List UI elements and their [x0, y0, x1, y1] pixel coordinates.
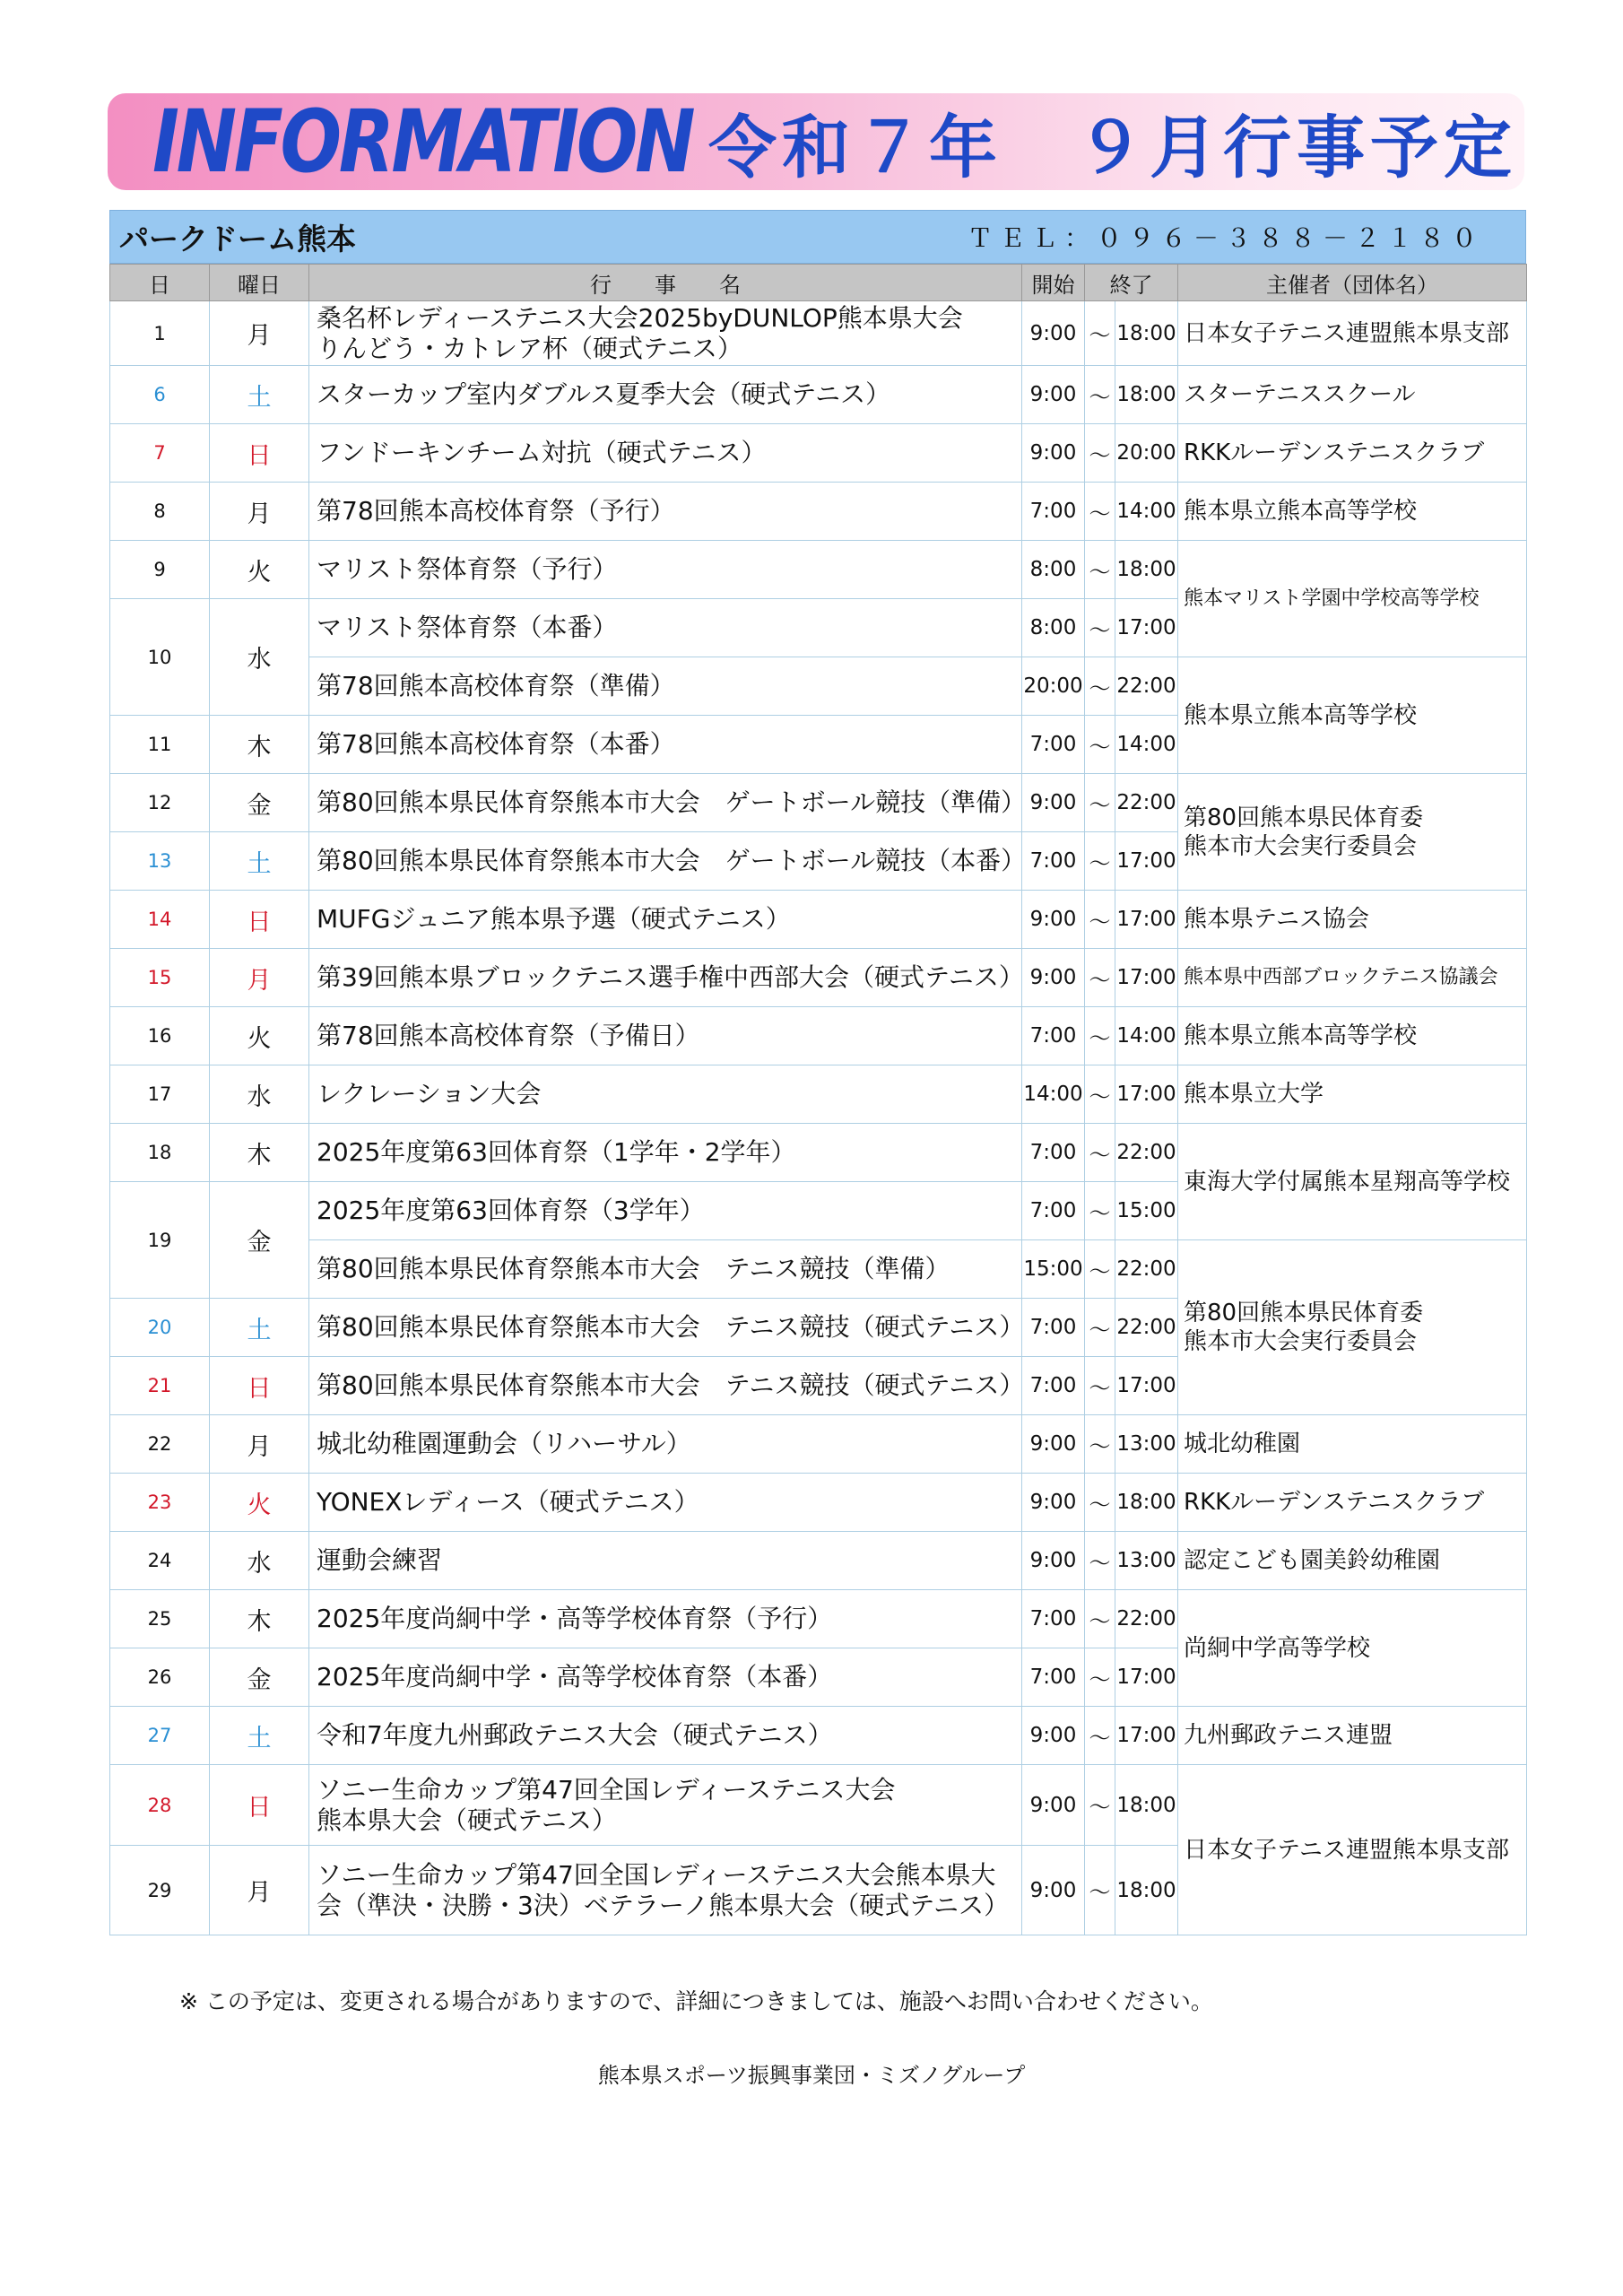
- tilde: ～: [1085, 1846, 1115, 1935]
- day-cell: 14: [110, 891, 210, 949]
- day-cell: 8: [110, 483, 210, 541]
- organizer-cell: 熊本県立熊本高等学校: [1178, 1007, 1527, 1065]
- day-cell: 17: [110, 1065, 210, 1124]
- day-cell: 9: [110, 541, 210, 599]
- table-row: [110, 1590, 1527, 1648]
- table-row: [110, 1765, 1527, 1846]
- weekday-cell: 月: [210, 1415, 309, 1474]
- day-cell: 11: [110, 716, 210, 774]
- day-cell: 15: [110, 949, 210, 1007]
- start-time: 9:00: [1022, 1765, 1085, 1846]
- tilde: ～: [1085, 1765, 1115, 1846]
- venue-header: [109, 210, 1526, 264]
- event-cell: マリスト祭体育祭（予行）: [309, 541, 1022, 599]
- event-cell: MUFGジュニア熊本県予選（硬式テニス）: [309, 891, 1022, 949]
- event-cell: マリスト祭体育祭（本番）: [309, 599, 1022, 657]
- weekday-cell: 土: [210, 1299, 309, 1357]
- end-time: 18:00: [1115, 366, 1178, 424]
- start-time: 7:00: [1022, 716, 1085, 774]
- end-time: 14:00: [1115, 483, 1178, 541]
- header-start: 開始: [1022, 265, 1085, 301]
- table-row: [110, 1707, 1527, 1765]
- tilde: ～: [1085, 424, 1115, 483]
- header-end: 終了: [1085, 265, 1178, 301]
- end-time: 18:00: [1115, 1474, 1178, 1532]
- event-cell: 第39回熊本県ブロックテニス選手権中西部大会（硬式テニス）: [309, 949, 1022, 1007]
- tilde: ～: [1085, 774, 1115, 832]
- day-cell: 29: [110, 1846, 210, 1935]
- event-cell: フンドーキンチーム対抗（硬式テニス）: [309, 424, 1022, 483]
- event-cell: ソニー生命カップ第47回全国レディーステニス大会熊本県大 会（準決・決勝・3決）ベテラーノ熊本県大会（硬式テニス）: [309, 1846, 1022, 1935]
- organizer-cell: 認定こども園美鈴幼稚園: [1178, 1532, 1527, 1590]
- end-time: 14:00: [1115, 716, 1178, 774]
- start-time: 7:00: [1022, 1182, 1085, 1240]
- header-event: 行 事 名: [309, 265, 1022, 301]
- day-cell: 1: [110, 301, 210, 366]
- weekday-cell: 火: [210, 541, 309, 599]
- weekday-cell: 日: [210, 1357, 309, 1415]
- weekday-cell: 日: [210, 424, 309, 483]
- end-time: 17:00: [1115, 599, 1178, 657]
- tilde: ～: [1085, 1532, 1115, 1590]
- organizer-cell: 九州郵政テニス連盟: [1178, 1707, 1527, 1765]
- tilde: ～: [1085, 1415, 1115, 1474]
- weekday-cell: 木: [210, 1590, 309, 1648]
- day-cell: 28: [110, 1765, 210, 1846]
- tilde: ～: [1085, 1007, 1115, 1065]
- end-time: 17:00: [1115, 1357, 1178, 1415]
- event-cell: 第78回熊本高校体育祭（本番）: [309, 716, 1022, 774]
- end-time: 17:00: [1115, 1648, 1178, 1707]
- tilde: ～: [1085, 1124, 1115, 1182]
- event-cell: 第80回熊本県民体育祭熊本市大会 テニス競技（硬式テニス）: [309, 1299, 1022, 1357]
- start-time: 15:00: [1022, 1240, 1085, 1299]
- organizer-cell: 熊本県立熊本高等学校: [1178, 657, 1527, 774]
- start-time: 7:00: [1022, 483, 1085, 541]
- tilde: ～: [1085, 716, 1115, 774]
- tilde: ～: [1085, 301, 1115, 366]
- event-cell: 第80回熊本県民体育祭熊本市大会 テニス競技（準備）: [309, 1240, 1022, 1299]
- day-cell: 7: [110, 424, 210, 483]
- table-row: [110, 366, 1527, 424]
- organizer-cell: 日本女子テニス連盟熊本県支部: [1178, 1765, 1527, 1935]
- day-cell: 18: [110, 1124, 210, 1182]
- day-cell: 19: [110, 1182, 210, 1299]
- end-time: 22:00: [1115, 1124, 1178, 1182]
- title-banner: [108, 93, 1524, 190]
- event-cell: 令和7年度九州郵政テニス大会（硬式テニス）: [309, 1707, 1022, 1765]
- weekday-cell: 月: [210, 301, 309, 366]
- day-cell: 10: [110, 599, 210, 716]
- tilde: ～: [1085, 949, 1115, 1007]
- table-row: [110, 891, 1527, 949]
- event-cell: 第80回熊本県民体育祭熊本市大会 ゲートボール競技（本番）: [309, 832, 1022, 891]
- end-time: 18:00: [1115, 1765, 1178, 1846]
- organizer-cell: RKKルーデンステニスクラブ: [1178, 424, 1527, 483]
- start-time: 14:00: [1022, 1065, 1085, 1124]
- start-time: 7:00: [1022, 1007, 1085, 1065]
- day-cell: 20: [110, 1299, 210, 1357]
- end-time: 18:00: [1115, 541, 1178, 599]
- weekday-cell: 水: [210, 599, 309, 716]
- weekday-cell: 土: [210, 832, 309, 891]
- organizer-cell: 第80回熊本県民体育委 熊本市大会実行委員会: [1178, 1240, 1527, 1415]
- start-time: 9:00: [1022, 1532, 1085, 1590]
- start-time: 9:00: [1022, 1474, 1085, 1532]
- end-time: 22:00: [1115, 657, 1178, 716]
- table-row: [110, 301, 1527, 366]
- weekday-cell: 金: [210, 1182, 309, 1299]
- start-time: 7:00: [1022, 1124, 1085, 1182]
- tilde: ～: [1085, 832, 1115, 891]
- weekday-cell: 水: [210, 1065, 309, 1124]
- end-time: 15:00: [1115, 1182, 1178, 1240]
- header-organizer: 主催者（団体名）: [1178, 265, 1527, 301]
- tilde: ～: [1085, 891, 1115, 949]
- footer-credit: 熊本県スポーツ振興事業団・ミズノグループ: [597, 2063, 1026, 2088]
- table-row: [110, 1124, 1527, 1182]
- event-cell: 第78回熊本高校体育祭（予行）: [309, 483, 1022, 541]
- start-time: 8:00: [1022, 599, 1085, 657]
- end-time: 17:00: [1115, 832, 1178, 891]
- weekday-cell: 月: [210, 483, 309, 541]
- weekday-cell: 日: [210, 891, 309, 949]
- event-cell: レクレーション大会: [309, 1065, 1022, 1124]
- event-cell: YONEXレディース（硬式テニス）: [309, 1474, 1022, 1532]
- day-cell: 12: [110, 774, 210, 832]
- start-time: 9:00: [1022, 301, 1085, 366]
- event-cell: スターカップ室内ダブルス夏季大会（硬式テニス）: [309, 366, 1022, 424]
- start-time: 7:00: [1022, 1648, 1085, 1707]
- tilde: ～: [1085, 1299, 1115, 1357]
- weekday-cell: 金: [210, 1648, 309, 1707]
- venue-name: パークドーム熊本: [119, 221, 356, 257]
- organizer-cell: 第80回熊本県民体育委 熊本市大会実行委員会: [1178, 774, 1527, 891]
- event-cell: 第78回熊本高校体育祭（準備）: [309, 657, 1022, 716]
- table-row: [110, 424, 1527, 483]
- organizer-cell: 熊本県立大学: [1178, 1065, 1527, 1124]
- table-row: [110, 1415, 1527, 1474]
- organizer-cell: RKKルーデンステニスクラブ: [1178, 1474, 1527, 1532]
- day-cell: 6: [110, 366, 210, 424]
- tilde: ～: [1085, 1065, 1115, 1124]
- weekday-cell: 木: [210, 1124, 309, 1182]
- event-cell: 第80回熊本県民体育祭熊本市大会 テニス競技（硬式テニス）: [309, 1357, 1022, 1415]
- start-time: 9:00: [1022, 1415, 1085, 1474]
- end-time: 22:00: [1115, 1299, 1178, 1357]
- tilde: ～: [1085, 541, 1115, 599]
- end-time: 22:00: [1115, 1590, 1178, 1648]
- schedule-table: [109, 264, 1527, 1935]
- weekday-cell: 火: [210, 1474, 309, 1532]
- tilde: ～: [1085, 1648, 1115, 1707]
- start-time: 7:00: [1022, 1299, 1085, 1357]
- start-time: 20:00: [1022, 657, 1085, 716]
- disclaimer-note: ※ この予定は、変更される場合がありますので、詳細につきましては、施設へお問い合わせください。: [179, 1988, 1213, 2014]
- tilde: ～: [1085, 483, 1115, 541]
- weekday-cell: 日: [210, 1765, 309, 1846]
- organizer-cell: スターテニススクール: [1178, 366, 1527, 424]
- end-time: 18:00: [1115, 301, 1178, 366]
- table-header-row: [110, 265, 1527, 301]
- weekday-cell: 金: [210, 774, 309, 832]
- table-row: [110, 774, 1527, 832]
- end-time: 17:00: [1115, 891, 1178, 949]
- header-weekday: 曜日: [210, 265, 309, 301]
- event-cell: 桑名杯レディーステニス大会2025byDUNLOP熊本県大会 りんどう・カトレア杯（硬式テニス）: [309, 301, 1022, 366]
- page-title: 令和７年 ９月行事予定: [708, 107, 1517, 187]
- information-heading: INFORMATION: [152, 91, 693, 192]
- day-cell: 23: [110, 1474, 210, 1532]
- tilde: ～: [1085, 657, 1115, 716]
- end-time: 18:00: [1115, 1846, 1178, 1935]
- tilde: ～: [1085, 1707, 1115, 1765]
- table-row: [110, 1065, 1527, 1124]
- organizer-cell: 熊本県テニス協会: [1178, 891, 1527, 949]
- weekday-cell: 土: [210, 1707, 309, 1765]
- organizer-cell: 熊本マリスト学園中学校高等学校: [1178, 541, 1527, 657]
- end-time: 13:00: [1115, 1415, 1178, 1474]
- start-time: 7:00: [1022, 1357, 1085, 1415]
- end-time: 22:00: [1115, 1240, 1178, 1299]
- end-time: 20:00: [1115, 424, 1178, 483]
- tilde: ～: [1085, 1474, 1115, 1532]
- event-cell: 2025年度尚絅中学・高等学校体育祭（本番）: [309, 1648, 1022, 1707]
- end-time: 13:00: [1115, 1532, 1178, 1590]
- start-time: 8:00: [1022, 541, 1085, 599]
- weekday-cell: 水: [210, 1532, 309, 1590]
- day-cell: 22: [110, 1415, 210, 1474]
- day-cell: 13: [110, 832, 210, 891]
- event-cell: 運動会練習: [309, 1532, 1022, 1590]
- weekday-cell: 月: [210, 949, 309, 1007]
- organizer-cell: 日本女子テニス連盟熊本県支部: [1178, 301, 1527, 366]
- tilde: ～: [1085, 1357, 1115, 1415]
- event-cell: 2025年度尚絅中学・高等学校体育祭（予行）: [309, 1590, 1022, 1648]
- start-time: 9:00: [1022, 949, 1085, 1007]
- day-cell: 26: [110, 1648, 210, 1707]
- event-cell: 2025年度第63回体育祭（3学年）: [309, 1182, 1022, 1240]
- start-time: 7:00: [1022, 832, 1085, 891]
- end-time: 17:00: [1115, 949, 1178, 1007]
- day-cell: 16: [110, 1007, 210, 1065]
- organizer-cell: 熊本県中西部ブロックテニス協議会: [1178, 949, 1527, 1007]
- event-cell: ソニー生命カップ第47回全国レディーステニス大会 熊本県大会（硬式テニス）: [309, 1765, 1022, 1846]
- table-row: [110, 1240, 1527, 1299]
- tilde: ～: [1085, 1240, 1115, 1299]
- day-cell: 24: [110, 1532, 210, 1590]
- table-row: [110, 1532, 1527, 1590]
- table-row: [110, 541, 1527, 599]
- start-time: 9:00: [1022, 366, 1085, 424]
- day-cell: 25: [110, 1590, 210, 1648]
- venue-phone: ＴＥＬ：０９６－３８８－２１８０: [967, 223, 1484, 253]
- organizer-cell: 尚絅中学高等学校: [1178, 1590, 1527, 1707]
- table-row: [110, 1474, 1527, 1532]
- weekday-cell: 土: [210, 366, 309, 424]
- organizer-cell: 熊本県立熊本高等学校: [1178, 483, 1527, 541]
- organizer-cell: 城北幼稚園: [1178, 1415, 1527, 1474]
- start-time: 9:00: [1022, 774, 1085, 832]
- start-time: 9:00: [1022, 891, 1085, 949]
- end-time: 17:00: [1115, 1707, 1178, 1765]
- tilde: ～: [1085, 366, 1115, 424]
- day-cell: 21: [110, 1357, 210, 1415]
- day-cell: 27: [110, 1707, 210, 1765]
- header-day: 日: [110, 265, 210, 301]
- event-cell: 第78回熊本高校体育祭（予備日）: [309, 1007, 1022, 1065]
- weekday-cell: 木: [210, 716, 309, 774]
- table-row: [110, 1007, 1527, 1065]
- weekday-cell: 火: [210, 1007, 309, 1065]
- end-time: 14:00: [1115, 1007, 1178, 1065]
- end-time: 17:00: [1115, 1065, 1178, 1124]
- event-cell: 第80回熊本県民体育祭熊本市大会 ゲートボール競技（準備）: [309, 774, 1022, 832]
- event-cell: 城北幼稚園運動会（リハーサル）: [309, 1415, 1022, 1474]
- tilde: ～: [1085, 1590, 1115, 1648]
- tilde: ～: [1085, 599, 1115, 657]
- start-time: 9:00: [1022, 424, 1085, 483]
- start-time: 7:00: [1022, 1590, 1085, 1648]
- table-row: [110, 657, 1527, 716]
- start-time: 9:00: [1022, 1707, 1085, 1765]
- event-cell: 2025年度第63回体育祭（1学年・2学年）: [309, 1124, 1022, 1182]
- table-row: [110, 949, 1527, 1007]
- tilde: ～: [1085, 1182, 1115, 1240]
- weekday-cell: 月: [210, 1846, 309, 1935]
- start-time: 9:00: [1022, 1846, 1085, 1935]
- table-row: [110, 483, 1527, 541]
- end-time: 22:00: [1115, 774, 1178, 832]
- organizer-cell: 東海大学付属熊本星翔高等学校: [1178, 1124, 1527, 1240]
